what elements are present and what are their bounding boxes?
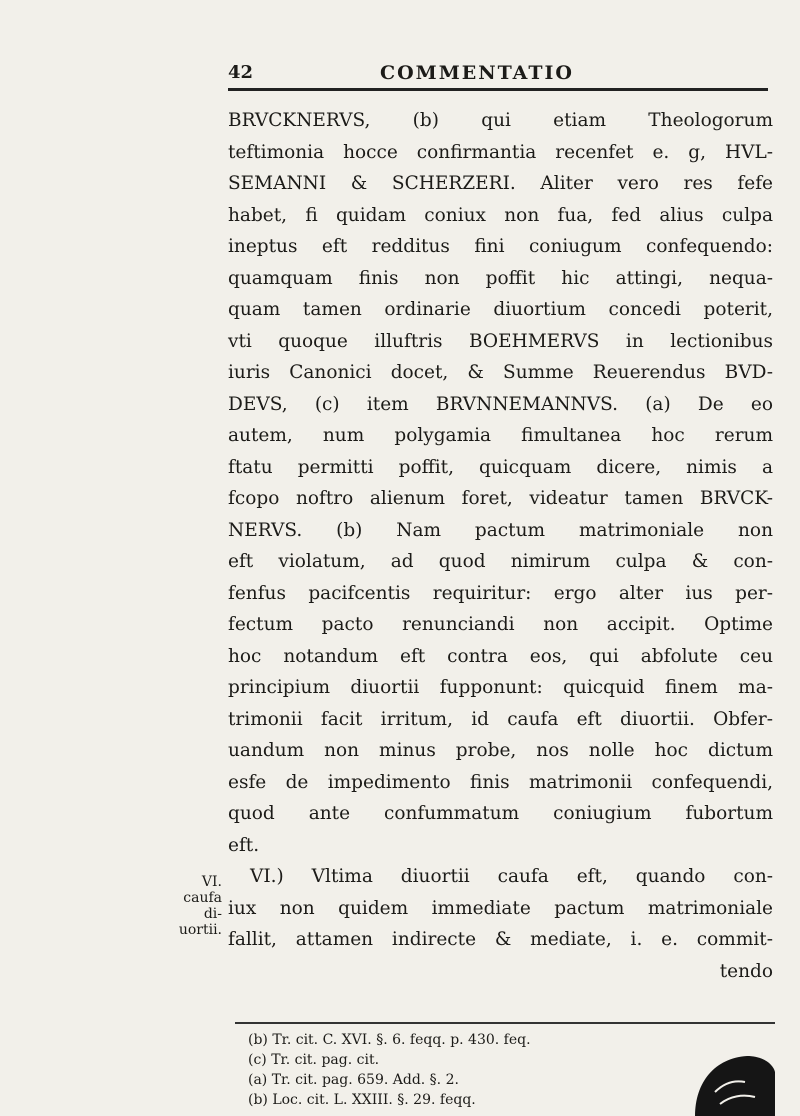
footnote: (b) Tr. cit. C. XVI. §. 6. feqq. p. 430. feq. — [248, 1032, 531, 1048]
text-line: habet, fi quidam coniux non fua, fed alius culpa — [228, 204, 773, 226]
text-line: SEMANNI & SCHERZERI. Aliter vero res fefe — [228, 173, 773, 194]
text-line: teftimonia hocce confirmantia recenfet e. g, HVL- — [228, 141, 773, 163]
footnote: (a) Tr. cit. pag. 659. Add. §. 2. — [248, 1072, 459, 1088]
text-line: NERVS. (b) Nam pactum matrimoniale non — [228, 519, 773, 541]
text-line: vti quoque illuftris BOEHMERVS in lectionibus — [228, 330, 773, 352]
library-stamp — [675, 1052, 775, 1116]
text-line: fectum pacto renunciandi non accipit. Optime — [228, 614, 773, 635]
page-number: 42 — [228, 62, 254, 83]
footnotes — [248, 1030, 531, 1110]
footnote-rule — [235, 1022, 775, 1024]
margin-note-number: VI. — [201, 874, 222, 890]
margin-note — [162, 874, 222, 938]
text-line: quamquam finis non poffit hic attingi, nequa- — [228, 267, 773, 289]
text-line: eft. — [228, 834, 260, 856]
text-line: BRVCKNERVS, (b) qui etiam Theologorum — [228, 110, 773, 131]
text-line: quam tamen ordinarie diuortium concedi poterit, — [228, 299, 773, 320]
running-title: COMMENTATIO — [380, 62, 574, 84]
header-rule — [228, 88, 768, 91]
text-line: ftatu permitti poffit, quicquam dicere, nimis a — [228, 456, 773, 478]
text-line: hoc notandum eft contra eos, qui abfolute ceu — [228, 645, 773, 667]
text-line: VI.) Vltima diuortii caufa eft, quando con- — [250, 866, 773, 887]
text-line: esfe de impedimento finis matrimonii confequendi, — [228, 771, 773, 793]
text-line: uandum non minus probe, nos nolle hoc dictum — [228, 740, 773, 761]
text-line: DEVS, (c) item BRVNNEMANNVS. (a) De eo — [228, 393, 773, 415]
text-line: quod ante confummatum coniugium fubortum — [228, 803, 773, 824]
text-line: iuris Canonici docet, & Summe Reuerendus BVD- — [228, 362, 773, 383]
margin-note-text: caufa di- — [183, 890, 222, 922]
text-line: principium diuortii fupponunt: quicquid finem ma- — [228, 677, 773, 698]
footnote: (c) Tr. cit. pag. cit. — [248, 1052, 380, 1068]
page-header — [228, 62, 768, 102]
text-line: fallit, attamen indirecte & mediate, i. e. commit- — [228, 929, 773, 950]
margin-note-text: uortii. — [178, 922, 222, 938]
text-line: trimonii facit irritum, id caufa eft diuortii. Obfer- — [228, 708, 773, 730]
text-line: ineptus eft redditus fini coniugum confequendo: — [228, 236, 773, 257]
text-line: iux non quidem immediate pactum matrimoniale — [228, 897, 773, 919]
catchword: tendo — [719, 960, 773, 982]
footnote: (b) Loc. cit. L. XXIII. §. 29. feqq. — [248, 1092, 476, 1108]
text-line: fcopo noftro alienum foret, videatur tamen BRVCK- — [228, 488, 773, 509]
text-line: autem, num polygamia fimultanea hoc rerum — [228, 425, 773, 446]
body-text — [228, 105, 773, 987]
text-line: fenfus pacifcentis requiritur: ergo alter ius per- — [228, 582, 773, 604]
text-line: eft violatum, ad quod nimirum culpa & con- — [228, 551, 773, 572]
